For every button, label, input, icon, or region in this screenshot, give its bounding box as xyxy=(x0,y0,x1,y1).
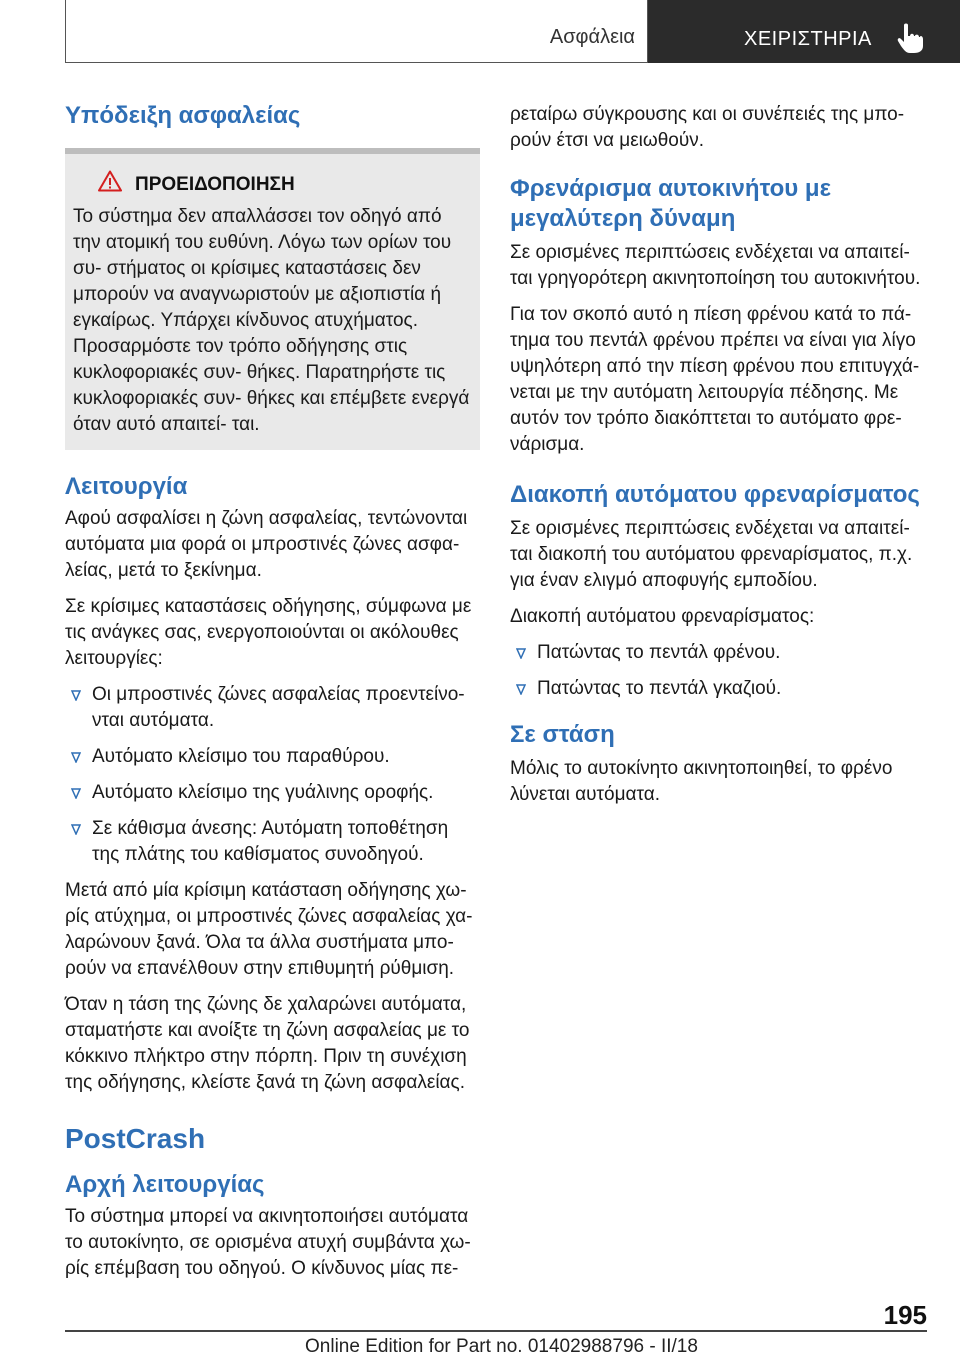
header-section-label: Ασφάλεια xyxy=(549,26,635,48)
list-item xyxy=(510,676,930,702)
pointing-hand-icon xyxy=(896,22,924,54)
list-item xyxy=(65,816,480,868)
header-section-tab xyxy=(65,0,648,63)
heading-principle: Αρχή λειτουργίας xyxy=(65,1171,265,1198)
triangle-bullet-icon xyxy=(71,824,81,835)
list-item-text: Αυτόματο κλείσιμο της γυάλινης οροφής. xyxy=(92,782,434,803)
right-column xyxy=(510,102,930,808)
heading-safety-notice: Υπόδειξη ασφαλείας xyxy=(65,102,301,129)
triangle-bullet-icon xyxy=(71,752,81,763)
paragraph: Σε ορισμένες περιπτώσεις ενδέχεται να απαιτεί- ται γρηγορότερη ακινητοποίηση του αυτοκινήτου. xyxy=(510,242,921,289)
warning-triangle-icon xyxy=(98,170,122,192)
list-item-text: Πατώντας το πεντάλ γκαζιού. xyxy=(537,678,782,699)
triangle-bullet-icon xyxy=(71,690,81,701)
left-column-body xyxy=(65,472,480,1282)
list-item xyxy=(65,744,480,770)
warning-box xyxy=(65,148,480,450)
heading-function: Λειτουργία xyxy=(65,473,188,500)
interrupt-list xyxy=(510,640,930,702)
warning-text: Το σύστημα δεν απαλλάσσει τον οδηγό από την ατομική του ευθύνη. Λόγω των ορίων του συ- στήματος οι κρίσιμες καταστάσεις δεν μπορούν να αναγνωριστούν με αξιοπιστία ή εγκαίρως. Υπάρχει κίνδυνος ατυχήματος. Προσαρμόστε τον τρόπο οδήγησης στις κυκλοφοριακές συν- θήκες. Παρατηρήστε τις κυκλοφοριακές συν- θήκες και επέμβετε ενεργά όταν αυτό απαιτεί- ται. xyxy=(73,206,470,435)
paragraph: Για τον σκοπό αυτό η πίεση φρένου κατά το πά- τημα του πεντάλ φρένου πρέπει να είναι για λίγο υψηλότερη από την πίεση φρένου που επιτυγχά- νεται με την αυτόματη λειτουργία πέδησης. Με αυτόν τον τρόπο διακόπτεται το αυτόματο φρε- νάρισμα. xyxy=(510,304,920,455)
function-list xyxy=(65,682,480,868)
list-item-text: Πατώντας το πεντάλ φρένου. xyxy=(537,642,781,663)
footer-edition: Online Edition for Part no. 01402988796 - II/18 xyxy=(305,1336,698,1357)
list-item-text: Οι μπροστινές ζώνες ασφαλείας προεντείνο- νται αυτόματα. xyxy=(92,684,465,731)
paragraph: Μόλις το αυτοκίνητο ακινητοποιηθεί, το φρένο λύνεται αυτόματα. xyxy=(510,758,893,805)
page-number: 195 xyxy=(883,1300,927,1330)
list-item xyxy=(65,780,480,806)
paragraph: Μετά από μία κρίσιμη κατάσταση οδήγησης χω- ρίς ατύχημα, οι μπροστινές ζώνες ασφαλείας χα- λαρώνουν ξανά. Όλα τα άλλα συστήματα μπο- ρούν να επανέλθουν στην επιθυμητή ρύθμιση. xyxy=(65,880,473,979)
footer-divider xyxy=(65,1330,927,1332)
paragraph: Διακοπή αυτόματου φρεναρίσματος: xyxy=(510,606,815,627)
list-item xyxy=(65,682,480,734)
list-item-text: Σε κάθισμα άνεσης: Αυτόματη τοποθέτηση της πλάτης του καθίσματος συνοδηγού. xyxy=(92,818,449,865)
paragraph: Σε ορισμένες περιπτώσεις ενδέχεται να απαιτεί- ται διακοπή του αυτόματου φρεναρίσματος, π.χ. για έναν ελιγμό αποφυγής εμποδίου. xyxy=(510,518,913,591)
triangle-bullet-icon xyxy=(516,684,526,695)
list-item-text: Αυτόματο κλείσιμο του παραθύρου. xyxy=(92,746,390,767)
heading-postcrash: PostCrash xyxy=(65,1123,206,1154)
paragraph: Το σύστημα μπορεί να ακινητοποιήσει αυτόματα το αυτοκίνητο, σε ορισμένα ατυχή συμβάντα χω- ρίς επέμβαση του οδηγού. Ο κίνδυνος μίας πε- xyxy=(65,1206,471,1279)
paragraph: ρεταίρω σύγκρουσης και οι συνέπειές της μπο- ρούν έτσι να μειωθούν. xyxy=(510,104,905,151)
triangle-bullet-icon xyxy=(516,648,526,659)
triangle-bullet-icon xyxy=(71,788,81,799)
heading-standstill: Σε στάση xyxy=(510,721,615,748)
warning-title: ΠΡΟΕΙΔΟΠΟΙΗΣΗ xyxy=(135,174,295,195)
paragraph: Όταν η τάση της ζώνης δε χαλαρώνει αυτόματα, σταματήστε και ανοίξτε τη ζώνη ασφαλείας με το κόκκινο πλήκτρο στην πόρπη. Πριν τη συνέχιση της οδήγησης, κλείστε ξανά τη ζώνη ασφαλείας. xyxy=(65,994,470,1093)
paragraph: Σε κρίσιμες καταστάσεις οδήγησης, σύμφωνα με τις ανάγκες σας, ενεργοποιούνται οι ακόλουθες λειτουργίες: xyxy=(65,596,472,669)
header-chapter-label: ΧΕΙΡΙΣΤΗΡΙΑ xyxy=(744,28,872,50)
list-item xyxy=(510,640,930,666)
header-chapter-tab xyxy=(648,0,960,63)
paragraph: Αφού ασφαλίσει η ζώνη ασφαλείας, τεντώνονται αυτόματα μια φορά οι μπροστινές ζώνες ασφα- λείας, μετά το ξεκίνημα. xyxy=(65,508,468,581)
heading-interrupt: Διακοπή αυτόματου φρεναρίσματος xyxy=(510,481,920,508)
heading-braking: Φρενάρισμα αυτοκινήτου με μεγαλύτερη δύναμη xyxy=(510,175,831,232)
